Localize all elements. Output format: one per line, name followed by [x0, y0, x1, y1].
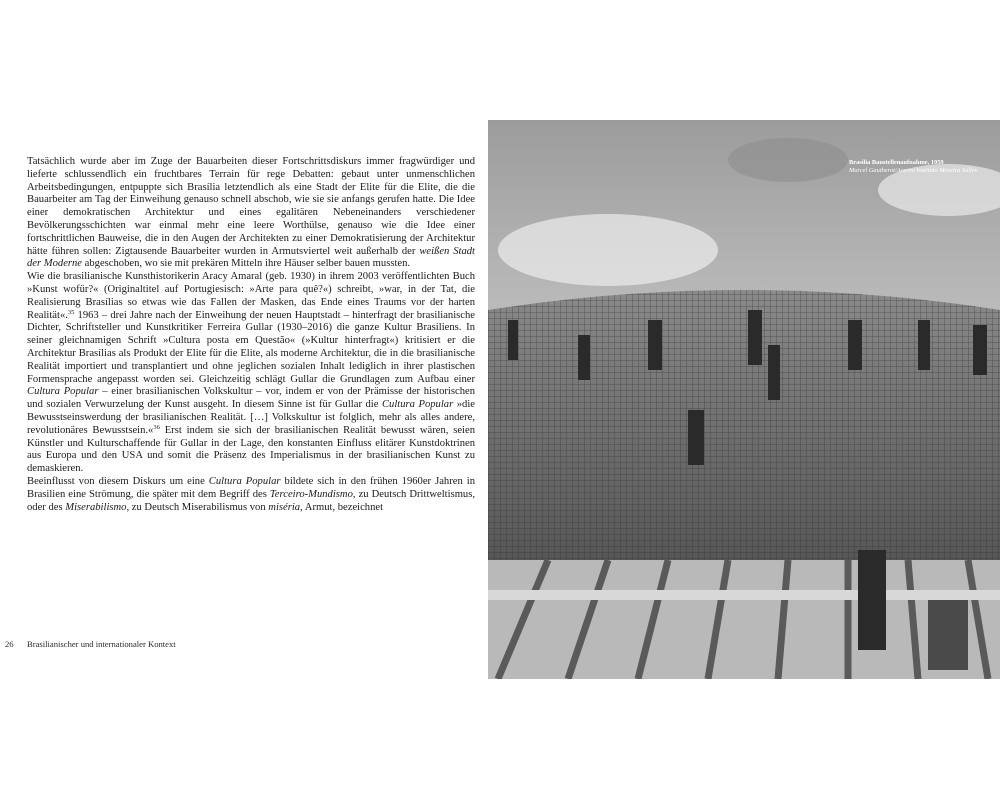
italic-run: Terceiro-Mundismo [269, 488, 353, 500]
worker [508, 320, 518, 360]
text-run: , zu Deutsch Miserabilismus von [126, 501, 269, 513]
text-run: , zu Deutsch Drittweltismus, oder des [27, 488, 475, 513]
formwork-base [488, 560, 1000, 679]
worker [688, 410, 704, 465]
text-run: , Armut, bezeichnet [300, 501, 384, 513]
caption-credit: Marcel Gautherot/Acervo Instituto Moreira Salles [849, 167, 978, 175]
footnote-ref-35[interactable]: 35 [67, 308, 75, 316]
cloud [498, 214, 718, 286]
text-run: Beeinflusst von diesem Diskurs um eine [27, 475, 209, 487]
italic-run: miséria [268, 501, 301, 513]
footnote-ref-36[interactable]: 36 [153, 423, 160, 431]
page-footer [5, 639, 176, 649]
paragraph-3 [27, 476, 475, 514]
construction-photo [488, 120, 1000, 679]
left-page [0, 0, 488, 800]
italic-run: weißen Stadt der Moderne [27, 245, 475, 270]
worker [648, 320, 662, 370]
italic-run: Cultura Popular [208, 475, 281, 487]
text-run: Wie die brasilianische Kunsthistorikerin Aracy Amaral (geb. 1930) in ihrem 2003 veröffentlichten Buch »Kunst wofür?« (Originaltitel auf Portugiesisch: »Arte para quê?«) schreibt, »war, in der Tat, die Realisierung Brasílias so etwas wie das Fallen der Masken, das Ende eines Traums vor der harten Realität«. [27, 271, 475, 321]
worker [858, 550, 886, 650]
running-title: Brasilianischer und internationaler Kontext [27, 639, 176, 649]
photo-caption [849, 159, 989, 176]
italic-run: Miserabilismo [65, 501, 127, 513]
paragraph-1 [27, 156, 475, 271]
formwork-rail [488, 590, 1000, 600]
worker [768, 345, 780, 400]
text-run: »die Bewusstseinswerdung der brasilianischen Realität. […] Volkskultur ist folglich, mehr als alles andere, revolutionäres Bewusstsein.« [27, 399, 475, 436]
body-text [27, 156, 475, 514]
italic-run: Cultura Popular [381, 399, 454, 411]
worker [748, 310, 762, 365]
text-run: bildete sich in den frühen 1960er Jahren in Brasilien eine Strömung, die später mit dem Begriff des [27, 475, 476, 500]
worker [578, 335, 590, 380]
photo-illustration [488, 120, 1000, 679]
page-number: 26 [5, 639, 14, 649]
cloud [728, 138, 848, 182]
worker [928, 600, 968, 670]
italic-run: Cultura Popular [27, 386, 99, 398]
text-run: 1963 – drei Jahre nach der Einweihung der neuen Hauptstadt – hinterfragt der brasilianische Dichter, Schriftsteller und Kunstkritiker Ferreira Gullar (1930–2016) die ganze Kultur Brasiliens. In seiner gleichnamigen Schrift »Cultura posta em Questão« (»Kultur hinterfragt«) kritisiert er die Architektur Brasílias als Produkt der Elite für die Elite, als moderne Architektur, die in die brasilianische Realität importiert und transplantiert und ohne jeglichen sozialen Inhalt lediglich in ihrer plastischen Formensprache angepasst worden sei. Gleichzeitig schlägt Gullar die Grundlagen zum Aufbau einer [27, 309, 475, 385]
text-run: Erst indem sie sich der brasilianischen Realität bewusst wären, seien Künstler und Kulturschaffende für Gullar in der Lage, den konstanten Einfluss elitärer Kunstdoktrinen aus Europa und den USA und somit die Präsenz des Imperialismus in der brasilianischen Kunst zu demaskieren. [27, 424, 475, 475]
text-run: – einer brasilianischen Volkskultur – vor, indem er von der Prämisse der historischen und sozialen Verwurzelung der Kunst ausgeht. In diesem Sinne ist für Gullar die [27, 386, 475, 411]
text-run: abgeschoben, wo sie mit prekären Mitteln ihre Häuser selber bauen mussten. [82, 258, 411, 270]
caption-title: Brasília Baustellenaufnahme, 1959 [849, 159, 944, 166]
worker [848, 320, 862, 370]
worker [918, 320, 930, 370]
paragraph-2 [27, 271, 475, 476]
text-run: Tatsächlich wurde aber im Zuge der Bauarbeiten dieser Fortschrittsdiskurs immer fragwürdiger und lieferte schlussendlich ein fruchtbares Terrain für rege Debatten: gebaut unter unmenschlichen Arbeitsbedingungen, entpuppte sich Brasília letztendlich als eine Stadt der Elite für die Elite, die die Bauarbeiter am Tag der Einweihung genauso schnell abschob, wie sie sie anfangs gerufen hatte. Die Idee einer demokratischen Architektur und eines egalitären Nebeneinanders verschiedener Bevölkerungsschichten war einmal mehr eine leere Worthülse, genauso wie die Idee einer fortschrittlichen Bauweise, die in den Augen der Architekten zu einer Demokratisierung der Architektur hätte führen sollen: Zigtausende Bauarbeiter wurden in Armutsviertel weit außerhalb der [27, 156, 475, 257]
worker [973, 325, 987, 375]
